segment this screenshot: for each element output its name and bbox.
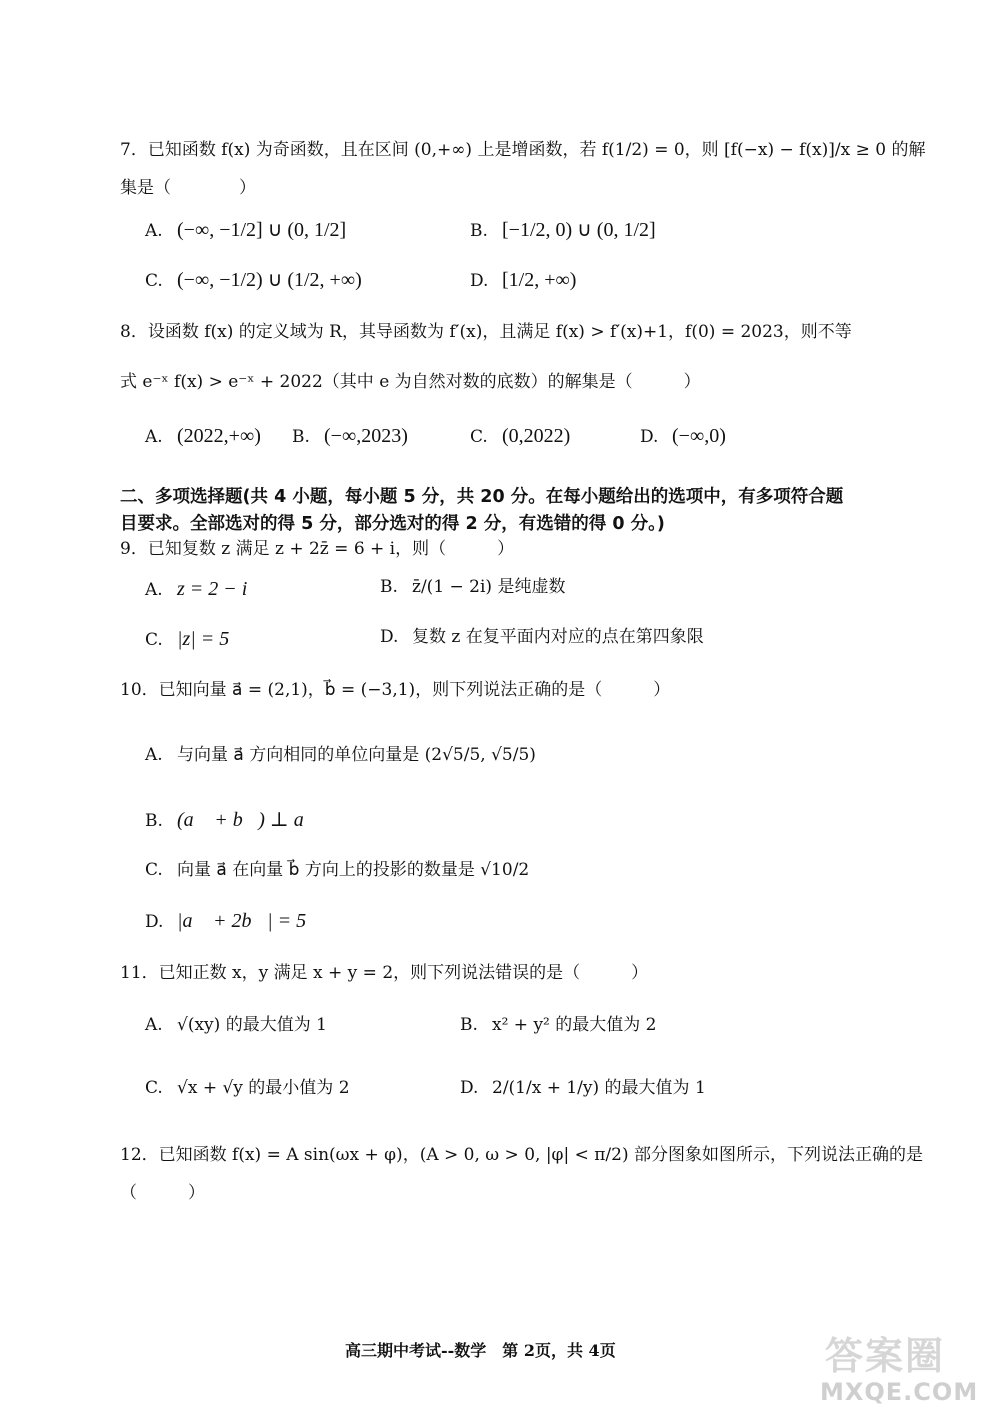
q10-option-a	[145, 745, 536, 765]
q8-stem-line2: 式 e⁻ˣ f(x) > e⁻ˣ + 2022（其中 e 为自然对数的底数）的解集是（ ）	[120, 372, 701, 392]
option-label: A.	[145, 745, 163, 765]
option-label: C.	[145, 1078, 163, 1098]
q10-option-c	[145, 860, 529, 880]
q7-option-c-text: (−∞, −1/2) ∪ (1/2, +∞)	[177, 269, 362, 291]
q7-option-a	[145, 218, 346, 242]
option-label: A.	[145, 427, 163, 447]
q9-option-b-text: z̄/(1 − 2i) 是纯虚数	[412, 577, 566, 597]
q10-option-a-text: 与向量 a⃗ 方向相同的单位向量是 (2√5/5, √5/5)	[177, 745, 536, 765]
q11-option-d	[460, 1078, 706, 1098]
q11-option-a	[145, 1015, 327, 1035]
option-label: D.	[460, 1078, 479, 1098]
q8-option-a-text: (2022,+∞)	[177, 425, 261, 447]
q7-option-d	[470, 268, 576, 292]
q8-option-a	[145, 424, 261, 448]
q8-option-d-text: (−∞,0)	[672, 425, 726, 447]
q8-option-c	[470, 424, 570, 448]
q7-option-d-text: [1/2, +∞)	[502, 269, 577, 291]
q10-option-b-text: (a⃗ + b⃗) ⊥ a⃗	[177, 809, 320, 831]
option-label: A.	[145, 221, 163, 241]
q7-stem-line2: 集是（ ）	[120, 178, 256, 198]
option-label: B.	[292, 427, 310, 447]
option-label: D.	[145, 912, 164, 932]
q9-option-b	[380, 577, 565, 597]
q12-stem-line2: （ ）	[120, 1183, 205, 1203]
q10-stem: 10．已知向量 a⃗ = (2,1)，b⃗ = (−3,1)，则下列说法正确的是（ ）	[120, 680, 671, 700]
q11-option-c-text: √x + √y 的最小值为 2	[177, 1078, 350, 1098]
option-label: D.	[640, 427, 659, 447]
q10-option-d	[145, 909, 306, 933]
q9-option-d-text: 复数 z 在复平面内对应的点在第四象限	[412, 627, 704, 647]
section2-heading-line1: 二、多项选择题(共 4 小题，每小题 5 分，共 20 分。在每小题给出的选项中，有多项符合题	[120, 487, 844, 507]
q9-option-d	[380, 627, 704, 647]
q10-option-b	[145, 808, 319, 832]
watermark-url: MXQE.COM	[820, 1378, 979, 1406]
q9-option-a	[145, 577, 247, 601]
option-label: B.	[470, 221, 488, 241]
option-label: B.	[460, 1015, 478, 1035]
q7-option-a-text: (−∞, −1/2] ∪ (0, 1/2]	[177, 219, 347, 241]
watermark-logo: 答案圈	[825, 1334, 946, 1378]
page-footer: 高三期中考试--数学 第 2页，共 4页	[345, 1341, 616, 1360]
q7-option-c	[145, 268, 362, 292]
q9-option-c	[145, 627, 229, 651]
q8-option-c-text: (0,2022)	[502, 425, 571, 447]
q12-stem-line1: 12．已知函数 f(x) = A sin(ωx + φ)，(A > 0, ω > 0, |φ| < π/2) 部分图象如图所示，下列说法正确的是	[120, 1145, 923, 1165]
q9-option-c-text: |z| = 5	[177, 628, 230, 650]
option-label: B.	[380, 577, 398, 597]
q10-option-c-text: 向量 a⃗ 在向量 b⃗ 方向上的投影的数量是 √10/2	[177, 860, 530, 880]
option-label: D.	[470, 271, 489, 291]
q8-option-b	[292, 424, 408, 448]
q7-stem-line1: 7．已知函数 f(x) 为奇函数，且在区间 (0,+∞) 上是增函数，若 f(1/2) = 0，则 [f(−x) − f(x)]/x ≥ 0 的解	[120, 140, 926, 160]
q11-option-a-text: √(xy) 的最大值为 1	[177, 1015, 327, 1035]
q7-option-b-text: [−1/2, 0) ∪ (0, 1/2]	[502, 219, 656, 241]
q11-option-d-text: 2/(1/x + 1/y) 的最大值为 1	[492, 1078, 706, 1098]
option-label: D.	[380, 627, 399, 647]
q11-option-c	[145, 1078, 350, 1098]
option-label: C.	[470, 427, 488, 447]
option-label: A.	[145, 580, 163, 600]
q10-option-d-text: |a⃗ + 2b⃗| = 5	[177, 910, 307, 932]
q9-stem: 9．已知复数 z 满足 z + 2z̄ = 6 + i，则（ ）	[120, 539, 515, 559]
option-label: B.	[145, 811, 163, 831]
option-label: C.	[145, 271, 163, 291]
q8-option-b-text: (−∞,2023)	[324, 425, 408, 447]
option-label: C.	[145, 860, 163, 880]
option-label: A.	[145, 1015, 163, 1035]
section2-heading-line2: 目要求。全部选对的得 5 分，部分选对的得 2 分，有选错的得 0 分。)	[120, 514, 665, 534]
q8-stem-line1: 8．设函数 f(x) 的定义域为 R，其导函数为 f′(x)，且满足 f(x) > f′(x)+1，f(0) = 2023，则不等	[120, 322, 852, 342]
option-label: C.	[145, 630, 163, 650]
q11-option-b	[460, 1015, 657, 1035]
q8-option-d	[640, 424, 726, 448]
q9-option-a-text: z = 2 − i	[177, 578, 248, 600]
q11-option-b-text: x² + y² 的最大值为 2	[492, 1015, 657, 1035]
q7-option-b	[470, 218, 656, 242]
q11-stem: 11．已知正数 x，y 满足 x + y = 2，则下列说法错误的是（ ）	[120, 963, 649, 983]
